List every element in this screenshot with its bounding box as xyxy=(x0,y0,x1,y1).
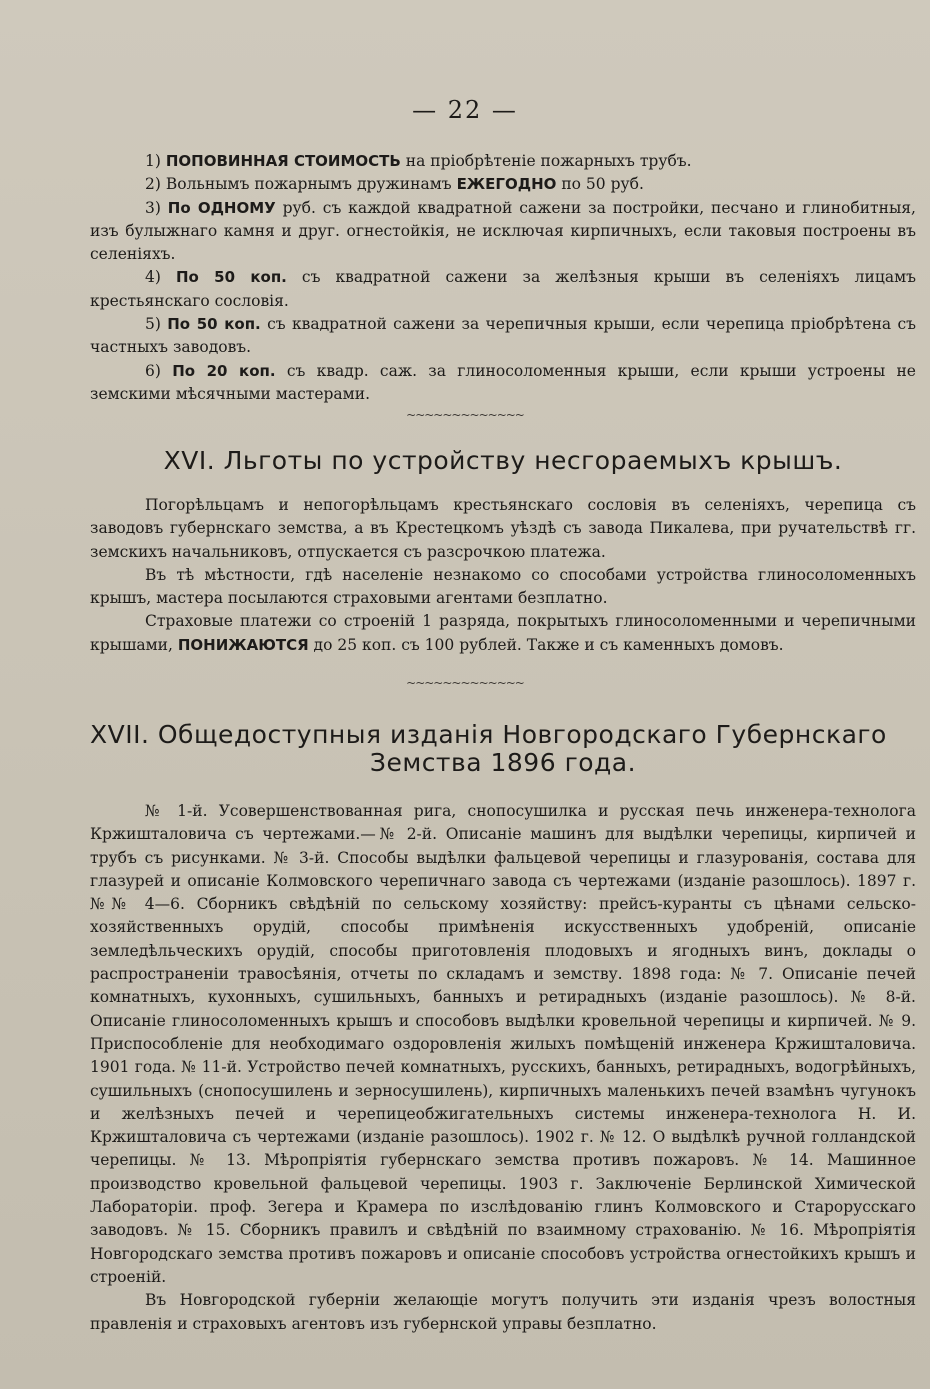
section-16-title: XVI. Льготы по устройству несгораемыхъ крышъ. xyxy=(163,446,843,475)
section-separator: ~~~~~~~~~~~~~ xyxy=(406,676,524,690)
section-16-paragraph-1: Погорѣльцамъ и непогорѣльцамъ крестьянскаго сословія въ селеніяхъ, черепица съ заводовъ губернскаго земства, а въ Крестецкомъ уѣздѣ съ завода Пикалева, при ручательствѣ гг. земскихъ начальниковъ, отпускается съ разсрочкою платежа. xyxy=(90,496,916,561)
list-item-4: 4) По 50 коп. съ квадратной сажени за желѣзныя крыши въ селеніяхъ лицамъ крестьянскаго сословія. xyxy=(90,268,916,310)
list-item-6: 6) По 20 коп. съ квадр. саж. за глиносоломенныя крыши, если крыши устроены не земскими мѣсячными мастерами. xyxy=(90,361,916,403)
section-17-title-line-1: XVII. Общедоступныя изданія Новгородскаго Губернскаго xyxy=(90,720,887,749)
page-number: — 22 — xyxy=(412,96,518,124)
section-separator: ~~~~~~~~~~~~~ xyxy=(406,408,524,422)
list-item-3: 3) По ОДНОМУ руб. съ каждой квадратной сажени за постройки, песчано и глинобитныя, изъ булыжнаго камня и друг. огнестойкія, не исключая кирпичныхъ, если таковыя построены въ селеніяхъ. xyxy=(90,198,916,264)
list-item-5: 5) По 50 коп. съ квадратной сажени за черепичныя крыши, если черепица пріобрѣтена съ частныхъ заводовъ. xyxy=(90,315,917,357)
section-16-paragraph-2: Въ тѣ мѣстности, гдѣ населеніе незнакомо со способами устройства глиносоломенныхъ крышъ, мастера посылаются страховыми агентами безплатно. xyxy=(90,565,916,608)
list-item-2: 2) Вольнымъ пожарнымъ дружинамъ ЕЖЕГОДНО по 50 руб. xyxy=(145,175,644,194)
section-17-publications-list: № 1-й. Усовершенствованная рига, снопосушилка и русская печь инженера-технолога Кржишталовича съ чертежами.—№ 2-й. Описаніе машинъ для выдѣлки черепицы, кирпичей и трубъ съ рисунками. № 3-й. Способы выдѣлки фальцевой черепицы и глазурованія, состава для глазурей и описаніе Колмовского черепичнаго завода съ чертежами (изданіе разошлось). 1897 г. №№ 4—6. Сборникъ свѣдѣній по сельскому хозяйству: прейсъ-куранты съ цѣнами сельско-хозяйственныхъ орудій, способы примѣненія искусственныхъ удобреній, описаніе земледѣльческихъ орудій, способы приготовленія плодовыхъ и ягодныхъ винъ, доклады о распространеніи травосѣянія, отчеты по складамъ и земству. 1898 года: № 7. Описаніе печей комнатныхъ, кухонныхъ, сушильныхъ, банныхъ и ретирадныхъ (изданіе разошлось). № 8-й. Описаніе глиносоломенныхъ крышъ и способовъ выдѣлки кровельной черепицы и кирпичей. № 9. Приспособленіе для необходимаго оздоровленія жилыхъ помѣщеній инженера Кржишталовича. 1901 года. № 11-й. Устройство печей комнатныхъ, русскихъ, банныхъ, ретирадныхъ, водогрѣйныхъ, сушильныхъ (снопосушилень и зерносушилень), кирпичныхъ маленькихъ печей взамѣнъ чугунокъ и желѣзныхъ печей и черепицеобжигательныхъ системы инженера-технолога Н. И. Кржишталовича съ чертежами (изданіе разошлось). 1902 г. № 12. О выдѣлкѣ ручной голландской черепицы. № 13. Мѣропріятія губернскаго земства противъ пожаровъ. № 14. Машинное производство кровельной фальцевой черепицы. 1903 г. Заключеніе Берлинской Химической Лабораторіи. проф. Зегера и Крамера по изслѣдованію глинъ Колмовского и Старорусскаго заводовъ. № 15. Сборникъ правилъ и свѣдѣній по взаимному страхованію. № 16. Мѣропріятія Новгородскаго земства противъ пожаровъ и описаніе способовъ устройства огнестойкихъ крышъ и строеній. xyxy=(90,802,916,1286)
section-17-body xyxy=(90,800,916,1336)
section-17-availability-note: Въ Новгородской губерніи желающіе могутъ получить эти изданія чрезъ волостныя правленія и страховыхъ агентовъ изъ губернской управы безплатно. xyxy=(90,1291,916,1333)
section-17-title-line-2: Земства 1896 года. xyxy=(369,748,637,777)
section-16-paragraph-3: Страховые платежи со строеній 1 разряда, покрытыхъ глиносоломенными и черепичными крышами, ПОНИЖАЮТСЯ до 25 коп. съ 100 рублей. Также и съ каменныхъ домовъ. xyxy=(90,612,916,654)
list-item-1: 1) ПОПОВИННАЯ СТОИМОСТЬ на пріобрѣтеніе пожарныхъ трубъ. xyxy=(145,152,692,170)
benefits-list xyxy=(90,150,916,406)
section-16-body xyxy=(90,494,916,657)
